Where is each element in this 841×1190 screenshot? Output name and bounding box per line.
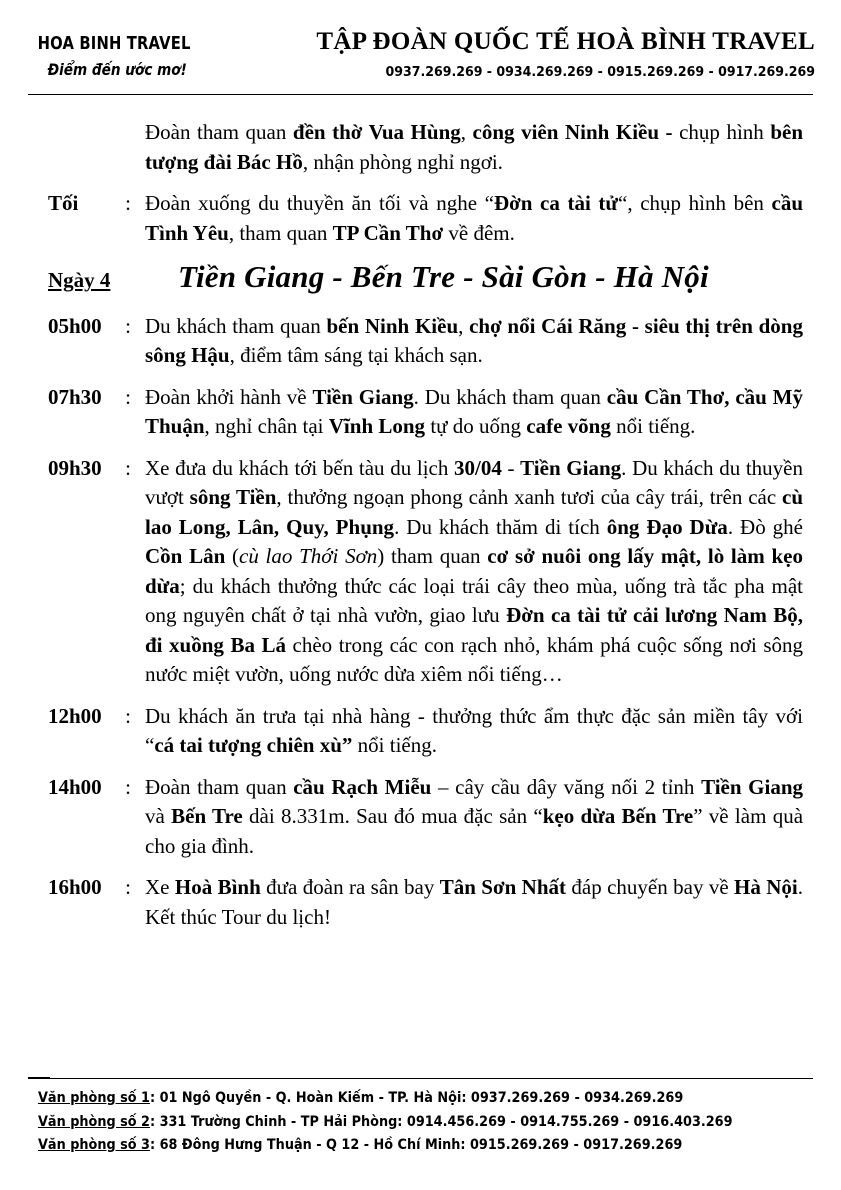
time-label: 16h00 (48, 875, 102, 899)
schedule-item: 16h00 : Xe Hoà Bình đưa đoàn ra sân bay Tân Sơn Nhất đáp chuyến bay về Hà Nội. Kết thúc Tour du lịch! (48, 873, 803, 932)
schedule-item: 12h00 : Du khách ăn trưa tại nhà hàng - thưởng thức ẩm thực đặc sản miền tây với “cá tai tượng chiên xù” nổi tiếng. (48, 702, 803, 761)
time-label: 14h00 (48, 774, 102, 799)
schedule-item: 07h30 : Đoàn khởi hành về Tiền Giang. Du khách tham quan cầu Cần Thơ, cầu Mỹ Thuận, nghỉ chân tại Vĩnh Long tự do uống cafe võng nổi tiếng. (48, 383, 803, 442)
office-addresses (38, 1087, 818, 1158)
schedule-description: Đoàn xuống du thuyền ăn tối và nghe “Đờn ca tài tử“, chụp hình bên cầu Tình Yêu, tham quan TP Cần Thơ về đêm. (145, 191, 803, 245)
schedule-description: Đoàn tham quan cầu Rạch Miễu – cây cầu dây văng nối 2 tỉnh Tiền Giang và Bến Tre dài 8.331m. Sau đó mua đặc sản “kẹo dừa Bến Tre” về làm quà cho gia đình. (145, 774, 804, 858)
schedule-description: Đoàn khởi hành về Tiền Giang. Du khách tham quan cầu Cần Thơ, cầu Mỹ Thuận, nghỉ chân tại Vĩnh Long tự do uống cafe võng nổi tiếng. (145, 384, 803, 438)
day-label: Ngày 4 (48, 268, 111, 292)
itinerary (48, 118, 803, 944)
office-2: Văn phòng số 2: 331 Trường Chinh - TP Hải Phòng: 0914.456.269 - 0914.755.269 - 0916.403.269 (38, 1113, 733, 1130)
corporation-block (305, 28, 815, 80)
day-heading (48, 259, 803, 296)
time-label: 07h30 (48, 384, 102, 409)
schedule-description: Du khách ăn trưa tại nhà hàng - thưởng thức ẩm thực đặc sản miền tây với “cá tai tượng chiên xù” nổi tiếng. (145, 703, 803, 757)
office-3: Văn phòng số 3: 68 Đông Hưng Thuận - Q 12 - Hồ Chí Minh: 0915.269.269 - 0917.269.269 (38, 1137, 683, 1153)
footer-divider (28, 1078, 813, 1079)
time-label: 09h30 (48, 455, 102, 480)
office-1: Văn phòng số 1: 01 Ngô Quyền - Q. Hoàn Kiếm - TP. Hà Nội: 0937.269.269 - 0934.269.269 (38, 1090, 684, 1106)
brand-name: HOA BINH TRAVEL (37, 33, 191, 54)
hotline-numbers: 0937.269.269 - 0934.269.269 - 0915.269.269 - 0917.269.269 (385, 64, 815, 80)
time-label: 12h00 (48, 703, 102, 728)
schedule-description: Du khách tham quan bến Ninh Kiều, chợ nổi Cái Răng - siêu thị trên dòng sông Hậu, điểm tâm sáng tại khách sạn. (145, 313, 803, 367)
schedule-item: 14h00 : Đoàn tham quan cầu Rạch Miễu – cây cầu dây văng nối 2 tỉnh Tiền Giang và Bến Tre dài 8.331m. Sau đó mua đặc sản “kẹo dừa Bến Tre” về làm quà cho gia đình. (48, 773, 803, 862)
header-divider (28, 94, 813, 95)
footer-divider-accent (28, 1077, 50, 1079)
brand-slogan: Điểm đến ước mơ! (47, 60, 187, 79)
brand-block (28, 33, 238, 79)
schedule-item: 05h00 : Du khách tham quan bến Ninh Kiều, chợ nổi Cái Răng - siêu thị trên dòng sông Hậu, điểm tâm sáng tại khách sạn. (48, 312, 803, 371)
intro-paragraph: Đoàn tham quan đền thờ Vua Hùng, công viên Ninh Kiều - chụp hình bên tượng đài Bác Hồ, nhận phòng nghỉ ngơi. (145, 120, 804, 174)
schedule-description: Xe Hoà Bình đưa đoàn ra sân bay Tân Sơn Nhất đáp chuyến bay về Hà Nội. Kết thúc Tour du lịch! (145, 875, 803, 929)
time-label: Tối (48, 191, 79, 215)
corporation-name: TẬP ĐOÀN QUỐC TẾ HOÀ BÌNH TRAVEL (316, 28, 815, 55)
time-label: 05h00 (48, 313, 102, 338)
schedule-item: 09h30 : Xe đưa du khách tới bến tàu du lịch 30/04 - Tiền Giang. Du khách du thuyền vượt sông Tiền, thưởng ngoạn phong cảnh xanh tươi của cây trái, trên các cù lao Long, Lân, Quy, Phụng. Du khách thăm di tích ông Đạo Dừa. Đò ghé Cồn Lân (cù lao Thới Sơn) tham quan cơ sở nuôi ong lấy mật, lò làm kẹo dừa; du khách thưởng thức các loại trái cây theo mùa, uống trà tắc pha mật ong nguyên chất ở tại nhà vườn, giao lưu Đờn ca tài tử cải lương Nam Bộ, đi xuồng Ba Lá chèo trong các con rạch nhỏ, khám phá cuộc sống nơi sông nước miệt vườn, uống nước dừa xiêm nổi tiếng… (48, 454, 803, 690)
schedule-item-evening: Tối : Đoàn xuống du thuyền ăn tối và nghe “Đờn ca tài tử“, chụp hình bên cầu Tình Yêu, tham quan TP Cần Thơ về đêm. (48, 189, 803, 248)
day-title: Tiền Giang - Bến Tre - Sài Gòn - Hà Nội (178, 259, 709, 294)
schedule-description: Xe đưa du khách tới bến tàu du lịch 30/04 - Tiền Giang. Du khách du thuyền vượt sông Tiền, thưởng ngoạn phong cảnh xanh tươi của cây trái, trên các cù lao Long, Lân, Quy, Phụng. Du khách thăm di tích ông Đạo Dừa. Đò ghé Cồn Lân (cù lao Thới Sơn) tham quan cơ sở nuôi ong lấy mật, lò làm kẹo dừa; du khách thưởng thức các loại trái cây theo mùa, uống trà tắc pha mật ong nguyên chất ở tại nhà vườn, giao lưu Đờn ca tài tử cải lương Nam Bộ, đi xuồng Ba Lá chèo trong các con rạch nhỏ, khám phá cuộc sống nơi sông nước miệt vườn, uống nước dừa xiêm nổi tiếng… (145, 455, 804, 686)
